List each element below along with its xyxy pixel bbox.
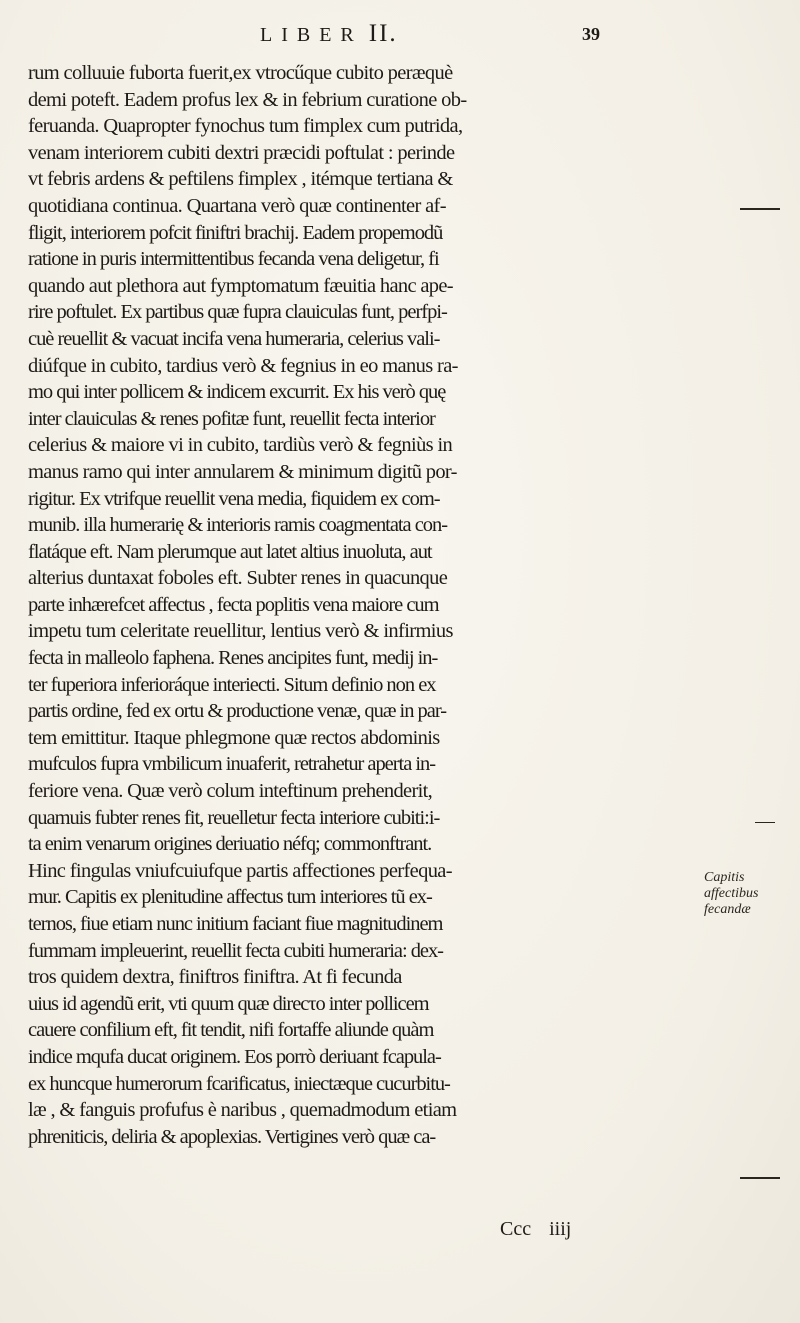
margin-rule <box>740 208 780 210</box>
text-line: rigitur. Ex vtrifque reuellit vena media, fiquidem ex com- <box>28 487 440 510</box>
text-line: ternos, fiue etiam nunc initium faciant fiue magnitudinem <box>28 913 443 935</box>
signature-mark: Ccc <box>500 1218 532 1240</box>
main-text-block <box>28 60 743 1150</box>
book-label: LIBER <box>260 24 363 46</box>
text-line: tem emittitur. Itaque phlegmone quæ rectos abdominis <box>28 726 440 749</box>
text-line: fummam impleuerint, reuellit fecta cubiti humeraria: dex- <box>28 939 443 962</box>
text-line: flatáque eft. Nam plerumque aut latet altius inuoluta, aut <box>28 540 432 563</box>
text-line: tros quidem dextra, finiftros finiftra. At fi fecunda <box>28 966 402 989</box>
text-line: uius id agendũ erit, vti quum quæ direcτo inter pollicem <box>28 992 429 1015</box>
text-line: inter clauiculas & renes pofitæ funt, reuellit fecta interior <box>28 407 435 430</box>
marginal-note <box>704 870 758 918</box>
text-line: indice mqufa ducat originem. Eos porrò deriuant fcapula- <box>28 1045 441 1068</box>
page-number: 39 <box>582 24 600 44</box>
running-head <box>250 20 600 60</box>
text-line: rire poftulet. Ex partibus quæ fupra clauiculas funt, perfpi- <box>28 301 447 324</box>
book-number: II. <box>368 20 398 47</box>
margin-rule <box>740 1177 780 1179</box>
text-line: munib. illa humerarię & interioris ramis coagmentata con- <box>28 514 447 537</box>
text-line: diúfque in cubito, tardius verò & fegnius in eo manus ra- <box>28 354 458 377</box>
text-line: venam interiorem cubiti dextri præcidi poftulat : perinde <box>28 141 455 164</box>
text-line: alterius duntaxat foboles eft. Subter renes in quacunque <box>28 567 448 590</box>
text-line: phreniticis, deliria & apoplexias. Vertigines verò quæ ca- <box>28 1125 436 1148</box>
marginal-note-word: affectibus <box>704 886 759 901</box>
text-line: demi poteft. Eadem profus lex & in febrium curatione ob- <box>28 88 467 111</box>
text-line: ratione in puris intermittentibus fecanda vena deligetur, fi <box>28 248 439 271</box>
text-line: parte inhærefcet affectus , fecta poplitis vena maiore cum <box>28 593 439 616</box>
marginal-note-word: Capitis <box>704 870 745 885</box>
text-line: mo qui inter pollicem & indicem excurrit. Ex his verò quę <box>28 381 446 404</box>
text-line: quamuis fubter renes fit, reuelletur fecta interiore cubiti:i- <box>28 806 440 829</box>
text-line: rum colluuie fuborta fuerit,ex vtrocűque cubito peræquè <box>28 62 453 84</box>
signature-line <box>500 1218 571 1241</box>
text-line: cauere confilium eft, fit tendit, nifi fortaffe aliunde quàm <box>28 1019 434 1042</box>
text-line: celerius & maiore vi in cubito, tardiùs verò & fegniùs in <box>28 434 453 457</box>
running-title <box>260 20 398 48</box>
text-line: impetu tum celeritate reuellitur, lentius verò & infirmius <box>28 620 453 643</box>
text-line: cuè reuellit & vacuat incifa vena humeraria, celerius vali- <box>28 327 440 350</box>
text-line: partis ordine, fed ex ortu & productione venæ, quæ in par- <box>28 700 447 723</box>
text-line: læ , & fanguis profufus è naribus , quemadmodum etiam <box>28 1099 457 1122</box>
text-line: quotidiana continua. Quartana verò quæ continenter af- <box>28 194 446 217</box>
text-line: fligit, interiorem pofcit finiftri brachij. Eadem propemodũ <box>28 221 443 244</box>
text-line: fecta in malleolo faphena. Renes ancipites funt, medij in- <box>28 647 438 670</box>
text-line: ex huncque humerorum fcarificatus, iniectæque cucurbitu- <box>28 1072 450 1095</box>
text-line: vt febris ardens & peftilens fimplex , itémque tertiana & <box>28 168 453 191</box>
text-line: manus ramo qui inter annularem & minimum digitũ por- <box>28 460 457 483</box>
text-line: mur. Capitis ex plenitudine affectus tum interiores tũ ex- <box>28 886 432 909</box>
text-line: feruanda. Quapropter fynochus tum fimplex cum putrida, <box>28 115 463 138</box>
text-line: quando aut plethora aut fymptomatum fæuitia hanc ape- <box>28 274 453 297</box>
margin-rule <box>755 822 775 823</box>
text-line: feriore vena. Quæ verò colum inteftinum prehenderit, <box>28 780 433 803</box>
text-line: Hinc fingulas vniufcuiufque partis affectiones perfequa- <box>28 859 452 882</box>
text-line: ta enim venarum origines deriuatio néfq; commonftrant. <box>28 833 432 856</box>
text-line: mufculos fupra vmbilicum inuaferit, retrahetur aperta in- <box>28 753 435 776</box>
text-line: ter fuperiora inferioráque interiecti. Situm definio non ex <box>28 673 436 696</box>
signature-folio: iiij <box>549 1218 572 1240</box>
marginal-note-word: fecandæ <box>704 902 751 917</box>
